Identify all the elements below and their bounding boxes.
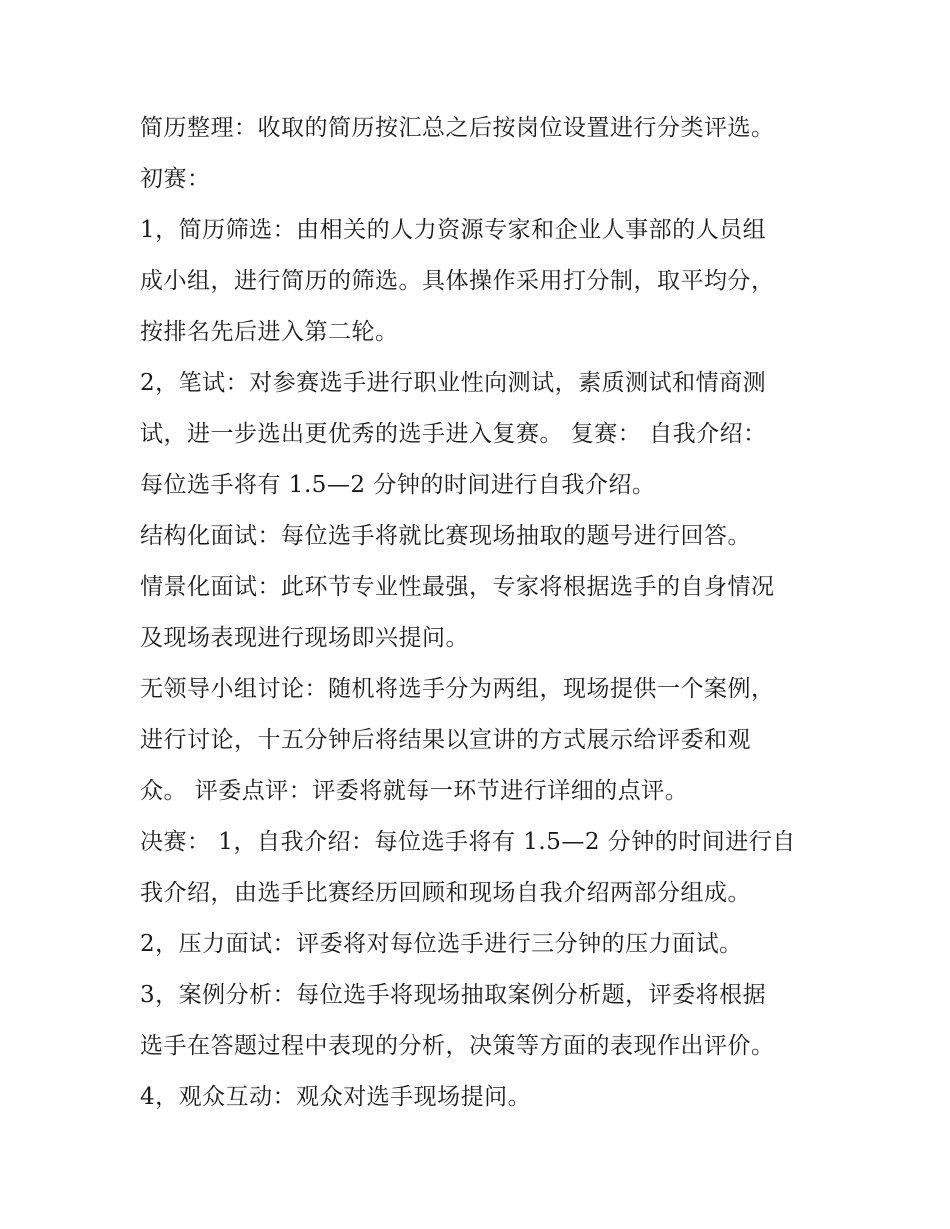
- text-line-case-analysis: 3，案例分析：每位选手将现场抽取案例分析题，评委将根据: [140, 982, 767, 1008]
- text-line-final-round: 决赛： 1，自我介绍：每位选手将有 1.5—2 分钟的时间进行自: [140, 829, 796, 855]
- text-line-judges-comments: 众。 评委点评：评委将就每一环节进行详细的点评。: [140, 778, 689, 804]
- text-line-semifinal: 试，进一步选出更优秀的选手进入复赛。 复赛： 自我介绍：: [140, 421, 767, 447]
- text-line-written-test: 2，笔试：对参赛选手进行职业性向测试，素质测试和情商测: [140, 370, 767, 396]
- text-line-group-discussion: 无领导小组讨论：随机将选手分为两组，现场提供一个案例，: [140, 676, 775, 702]
- text-line: 按排名先后进入第二轮。: [140, 319, 399, 345]
- text-line: 我介绍，由选手比赛经历回顾和现场自我介绍两部分组成。: [140, 880, 751, 906]
- text-line-preliminary-heading: 初赛：: [140, 166, 211, 192]
- text-line-resume-screening: 1，简历筛选：由相关的人力资源专家和企业人事部的人员组: [140, 217, 767, 243]
- text-line-resume-sorting: 简历整理：收取的简历按汇总之后按岗位设置进行分类评选。: [140, 115, 775, 141]
- text-line: 选手在答题过程中表现的分析，决策等方面的表现作出评价。: [140, 1033, 775, 1059]
- text-line: 每位选手将有 1.5—2 分钟的时间进行自我介绍。: [140, 472, 656, 498]
- text-line: 成小组，进行简历的筛选。具体操作采用打分制，取平均分，: [140, 268, 775, 294]
- text-line: 进行讨论，十五分钟后将结果以宣讲的方式展示给评委和观: [140, 727, 751, 753]
- text-line-audience-interaction: 4，观众互动：观众对选手现场提问。: [140, 1084, 532, 1110]
- text-line: 及现场表现进行现场即兴提问。: [140, 625, 469, 651]
- text-line-pressure-interview: 2，压力面试：评委将对每位选手进行三分钟的压力面试。: [140, 931, 743, 957]
- text-line-structured-interview: 结构化面试：每位选手将就比赛现场抽取的题号进行回答。: [140, 523, 751, 549]
- text-line-situational-interview: 情景化面试：此环节专业性最强，专家将根据选手的自身情况: [140, 574, 775, 600]
